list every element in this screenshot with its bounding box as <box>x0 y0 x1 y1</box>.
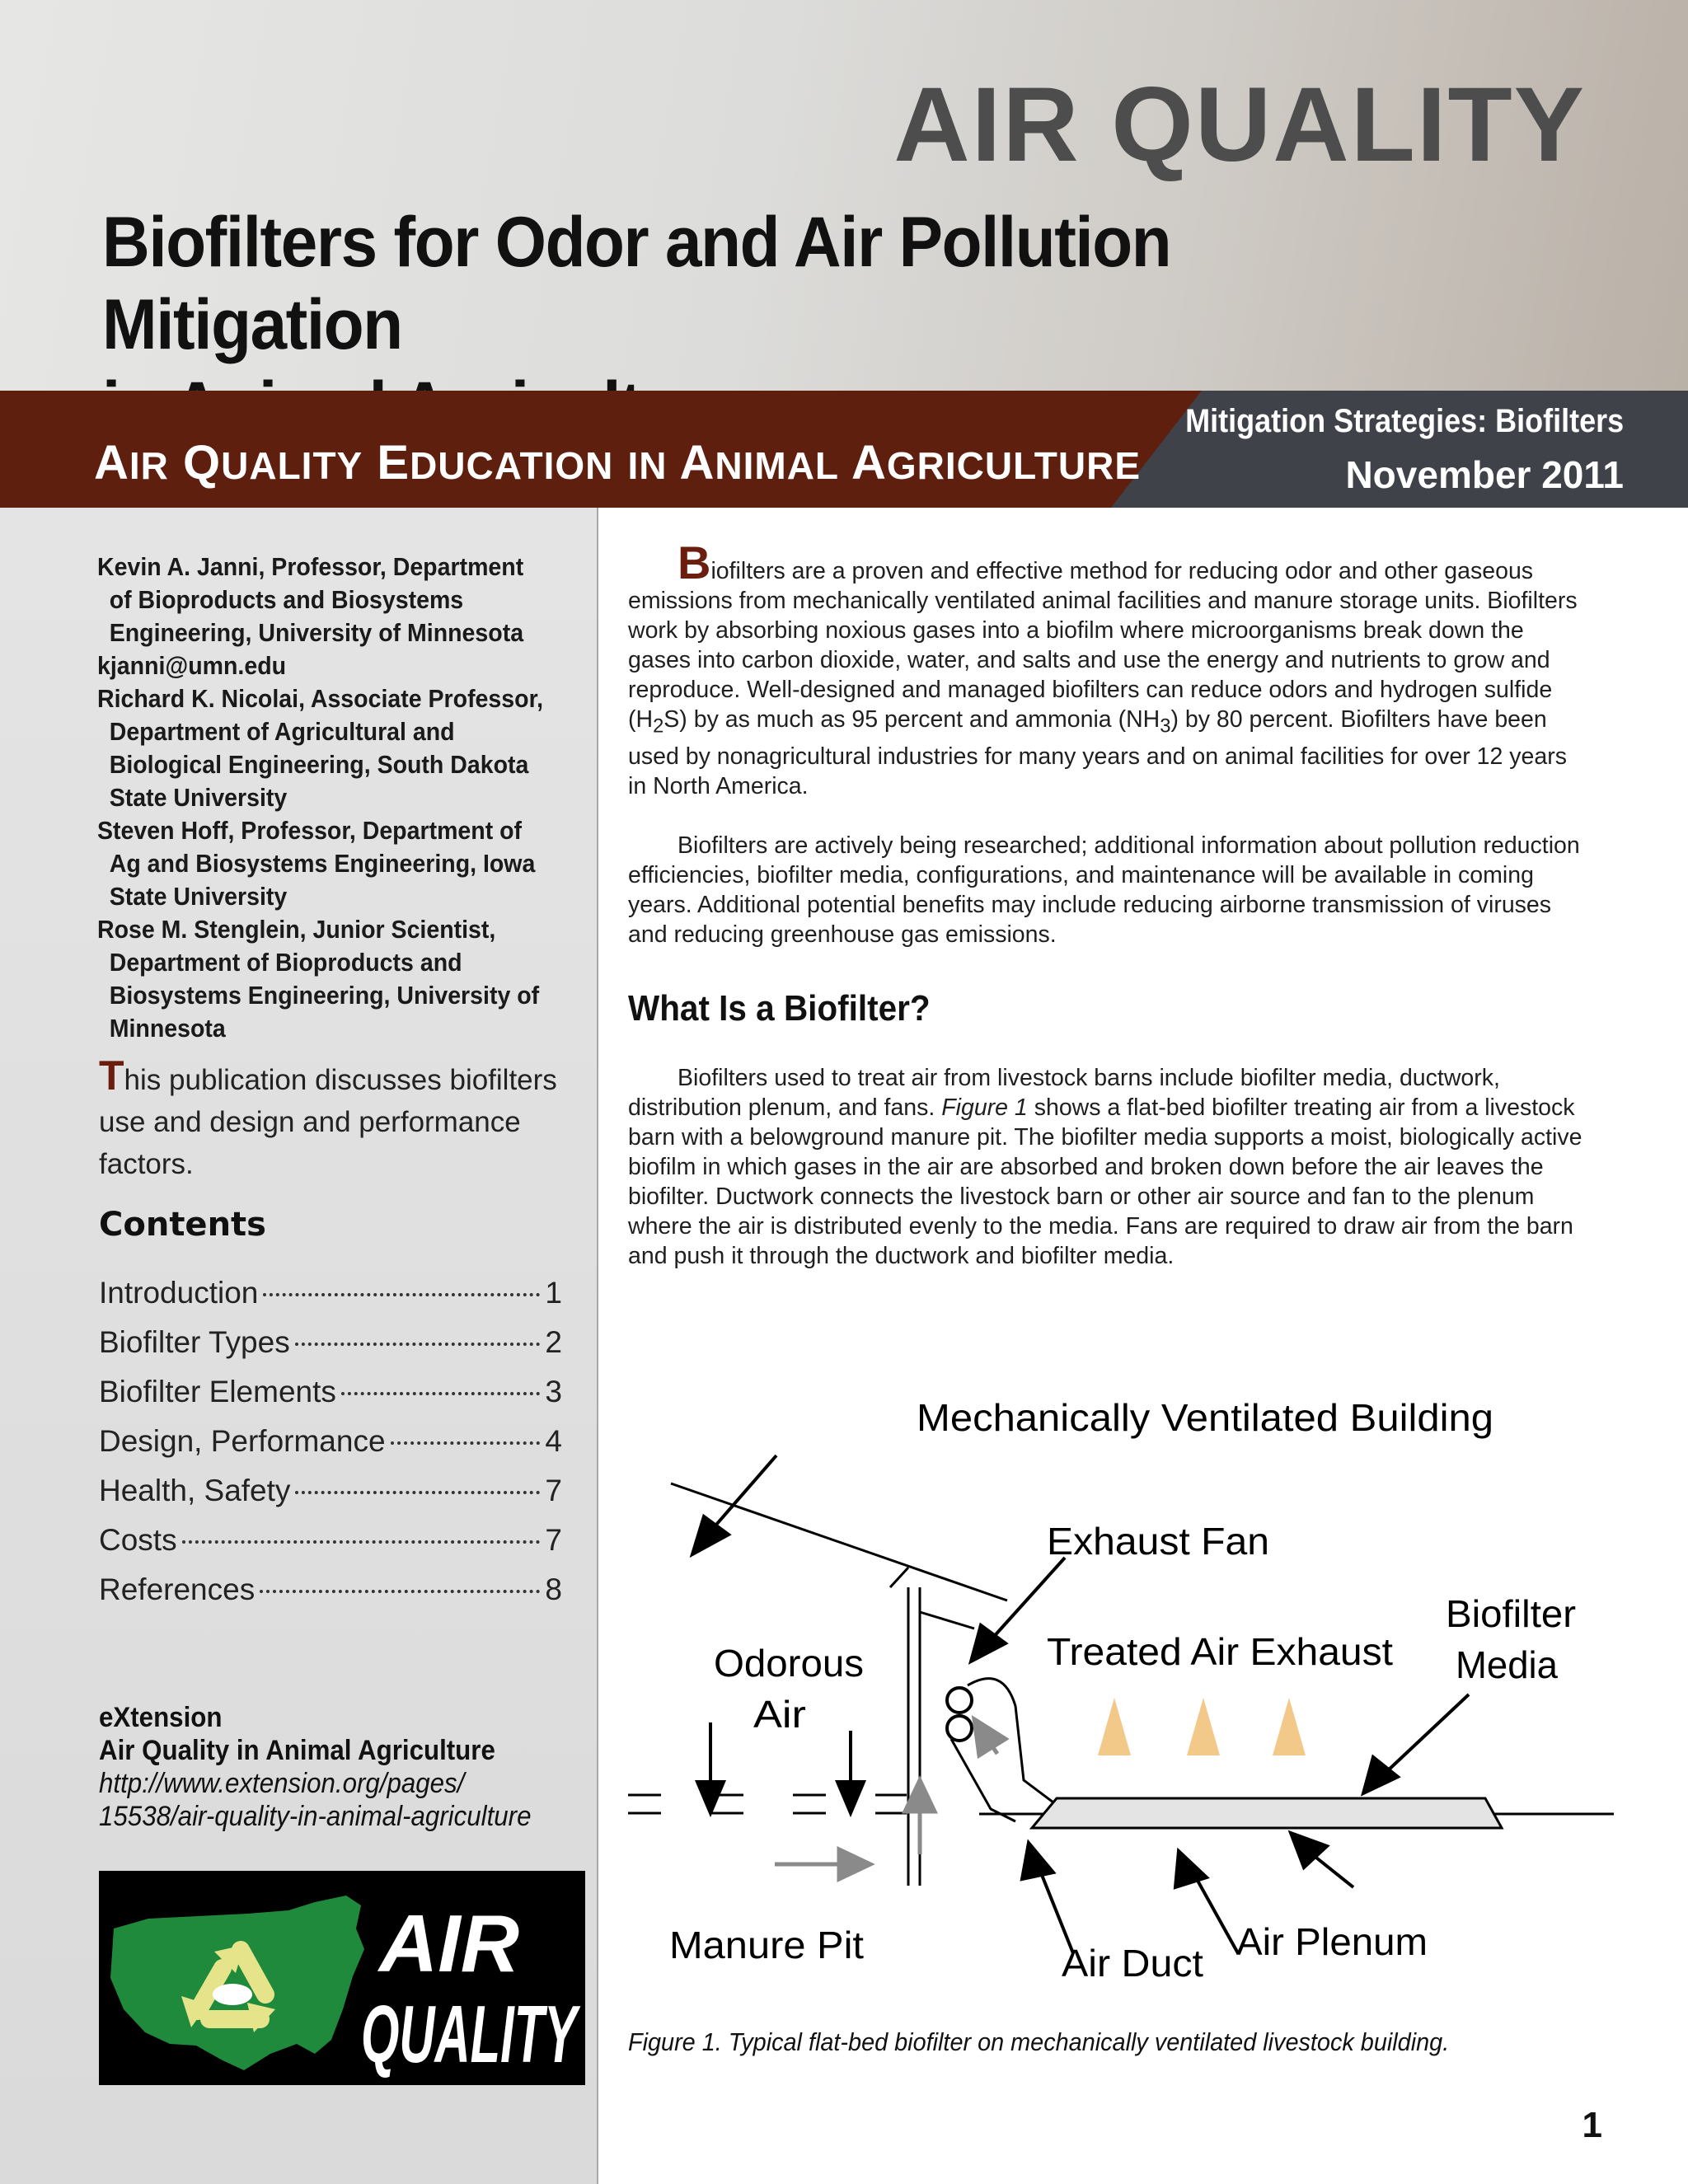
toc-item-costs[interactable]: Costs 7 <box>99 1523 562 1557</box>
extension-subtitle: Air Quality in Animal Agriculture <box>99 1735 495 1766</box>
author-item: Richard K. Nicolai, Associate Professor, Department of Agricultural and Biological Engineering, South Dakota State University <box>97 684 544 812</box>
biofilter-diagram <box>628 1393 1617 2019</box>
band-title <box>94 434 1141 494</box>
toc-item-introduction[interactable]: Introduction 1 <box>99 1276 562 1310</box>
intro-paragraph: Biofilters are a proven and effective method for reducing odor and other gaseous emissions from mechanically ventilated animal facilities and manure storage units. Biofilters work by absorbing noxious gases into a biofilm where microorganisms break down the gases into carbon dioxide, water, and salts and use the energy and nutrients to grow and reproduce. Well-designed and managed biofilters can reduce odors and hydrogen sulfide $(H_2S)$ by as much as 95 percent and ammonia $(NH_3)$ by 80 percent. Biofilters have been used by nonagricultural industries for many years and on animal facilities for over 12 years in North America. <box>628 537 1578 799</box>
biofilter-bed <box>1032 1798 1502 1828</box>
title-line-1: Biofilters for Odor and Air Pollution Mitigation <box>102 203 1171 364</box>
toc-item-biofilter-elements[interactable]: Biofilter Elements 3 <box>99 1375 562 1408</box>
label-odorous-air: Air <box>753 1693 806 1736</box>
label-manure-pit: Manure Pit <box>669 1924 865 1966</box>
dot-leader <box>182 1540 541 1544</box>
arrow-duct-flow <box>974 1719 1006 1755</box>
arrow-odor-1 <box>697 1782 724 1813</box>
dot-leader <box>260 1590 540 1593</box>
summary-dropcap: T <box>99 1052 124 1099</box>
figure-reference: Figure 1 <box>941 1094 1028 1121</box>
label-odorous: Odorous <box>714 1642 864 1685</box>
arrow-media <box>1363 1757 1398 1793</box>
logo-text-air: AIR <box>376 1898 520 1989</box>
author-item: Steven Hoff, Professor, Department of Ag and Biosystems Engineering, Iowa State University <box>97 816 536 911</box>
dot-leader <box>295 1491 540 1494</box>
treated-air-triangle <box>1273 1698 1306 1755</box>
extension-url-line-1[interactable]: http://www.extension.org/pages/ <box>99 1768 465 1799</box>
arrow-duct <box>1022 1843 1053 1879</box>
toc-item-design-performance[interactable]: Design, Performance 4 <box>99 1424 562 1458</box>
author-item: Rose M. Stenglein, Junior Scientist, Department of Bioproducts and Biosystems Engineering, University of Minnesota <box>97 915 540 1043</box>
publication-date: November 2011 <box>1345 453 1624 496</box>
definition-paragraph: Biofilters used to treat air from livestock barns include biofilter media, ductwork, distribution plenum, and fans. Figure 1 shows a flat-bed biofilter treating air from a livestock barn with a belowground manure pit. The biofilter media supports a moist, biologically active biofilm in which gases in the air are absorbed and broken down before the air leaves the biofilter. Ductwork connects the livestock barn or other air source and fan to the plenum where the air is distributed evenly to the media. Fans are required to draw air from the barn and push it through the ductwork and biofilter media. <box>628 1064 1582 1269</box>
publication-summary: This publication discusses biofilters use and design and performance factors. <box>99 1052 557 1180</box>
logo-text-quality: QUALITY <box>361 1989 581 2079</box>
extension-info <box>99 1701 593 1833</box>
intro-dropcap: B <box>678 537 711 588</box>
arrow-plenum-1 <box>1175 1851 1207 1887</box>
section-heading: What Is a Biofilter? <box>628 987 931 1029</box>
table-of-contents <box>99 1276 562 1622</box>
toc-item-references[interactable]: References 8 <box>99 1572 562 1606</box>
treated-air-triangle <box>1187 1698 1220 1755</box>
air-quality-logo <box>99 1871 585 2085</box>
biofilter-figure <box>628 1393 1617 2019</box>
band-word-5: ANIMAL <box>679 436 840 490</box>
treated-air-triangle <box>1098 1698 1131 1755</box>
series-title: AIR QUALITY <box>893 66 1586 184</box>
dot-leader <box>391 1441 541 1445</box>
label-biofilter: Biofilter <box>1446 1592 1576 1635</box>
exhaust-fan <box>947 1688 972 1713</box>
research-paragraph: Biofilters are actively being researched; additional information about pollution reduction efficiencies, biofilter media, configurations, and maintenance will be available in coming years. Additional potential benefits may include reducing airborne transmission of viruses and reducing greenhouse gas emissions. <box>628 832 1580 948</box>
extension-name: eXtension <box>99 1702 223 1733</box>
roof-eave <box>890 1568 908 1587</box>
main-column <box>628 537 1584 1271</box>
author-email[interactable]: kjanni@umn.edu <box>97 651 287 680</box>
band-word-2: QUALITY <box>183 436 363 490</box>
band-word-3: EDUCATION <box>377 436 614 490</box>
page-number: 1 <box>1582 2105 1602 2145</box>
label-building: Mechanically Ventilated Building <box>917 1396 1493 1439</box>
band-word-6: AGRICULTURE <box>851 436 1142 490</box>
label-treated-air: Treated Air Exhaust <box>1047 1630 1394 1673</box>
band-word-4: IN <box>627 444 668 487</box>
dot-leader <box>341 1392 541 1395</box>
roof-line <box>671 1483 1007 1601</box>
wall-return <box>920 1612 974 1629</box>
arrow-pit-flow <box>839 1849 870 1879</box>
extension-url-line-2[interactable]: 15538/air-quality-in-animal-agriculture <box>99 1801 532 1832</box>
arrow-building <box>692 1516 729 1554</box>
author-list <box>97 551 592 1045</box>
label-air-plenum: Air Plenum <box>1236 1920 1428 1963</box>
toc-item-health-safety[interactable]: Health, Safety 7 <box>99 1474 562 1507</box>
label-air-duct: Air Duct <box>1062 1942 1204 1985</box>
author-item: Kevin A. Janni, Professor, Department of Bioproducts and Biosystems Engineering, University of Minnesota kjanni@umn.edu <box>97 551 552 682</box>
logo-graphic <box>99 1871 585 2085</box>
dot-leader <box>263 1293 540 1296</box>
label-media: Media <box>1456 1643 1559 1686</box>
arrow-odor-2 <box>837 1782 864 1813</box>
contents-heading: Contents <box>99 1206 266 1244</box>
label-exhaust-fan: Exhaust Fan <box>1047 1520 1269 1563</box>
pig-icon <box>213 1984 252 2005</box>
band-word-1: AIR <box>94 436 169 490</box>
figure-caption: Figure 1. Typical flat-bed biofilter on mechanically ventilated livestock building. <box>628 2027 1450 2056</box>
dot-leader <box>295 1343 541 1346</box>
toc-item-biofilter-types[interactable]: Biofilter Types 2 <box>99 1325 562 1359</box>
band-subtitle: Mitigation Strategies: Biofilters <box>1184 403 1624 439</box>
usa-map-shape <box>110 1896 364 2070</box>
